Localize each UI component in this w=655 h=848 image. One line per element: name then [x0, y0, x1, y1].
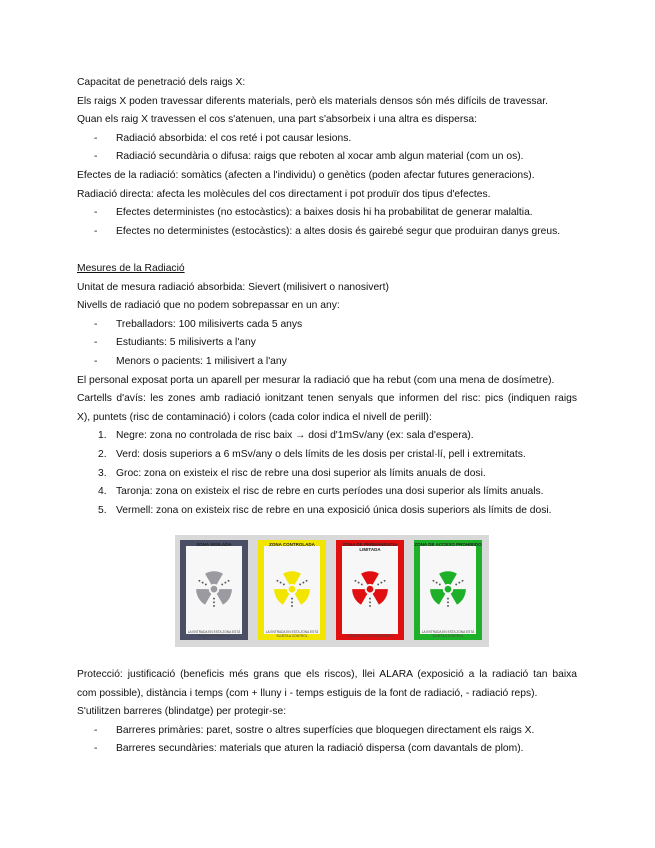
contamination-dot [377, 583, 379, 585]
paragraph: Protecció: justificació (beneficis més grans que els riscos), llei ALARA (exposició a la radiació tan baixa [77, 669, 577, 680]
contamination-dot [224, 582, 226, 584]
section-heading: Mesures de la Radiació [77, 263, 185, 274]
sign-green [414, 540, 482, 640]
list-item: - Radiació absorbida: el cos reté i pot causar lesions. [77, 130, 577, 149]
contamination-dot [369, 598, 371, 600]
contamination-dot [205, 583, 207, 585]
radiation-trefoil-icon [271, 568, 313, 610]
contamination-dot [202, 582, 204, 584]
contamination-dot [369, 601, 371, 603]
bullet-marker: - [94, 743, 98, 755]
sign-yellow [258, 540, 326, 640]
sign-header: ZONA CONTROLADA [269, 542, 315, 547]
section-penetration [77, 74, 577, 241]
list-item: - Treballadors: 100 milisiverts cada 5 anys [77, 316, 577, 335]
contamination-dot [458, 582, 460, 584]
section-title: Capacitat de penetració dels raigs X: [77, 77, 246, 88]
list-item: - Radiació secundària o difusa: raigs que reboten al xocar amb algun material (com un os). [77, 148, 577, 167]
contamination-dot [361, 583, 363, 585]
trefoil-center [211, 586, 218, 593]
section-protection [77, 666, 577, 759]
contamination-dot [462, 580, 464, 582]
bullet-marker: - [94, 151, 98, 163]
trefoil-blade [430, 589, 445, 604]
contamination-dot [213, 605, 215, 607]
contamination-dot [455, 583, 457, 585]
numbered-item: 3. Groc: zona on existeix el risc de rebre una dosi superior als límits anuals de dosi. [98, 467, 486, 479]
contamination-dot [380, 582, 382, 584]
sign-header: ZONA DE PERMANENCIA LIMITADA [342, 542, 398, 552]
trefoil-blade [439, 571, 457, 584]
list-item: - Menors o pacients: 1 milisivert a l'any [77, 353, 577, 372]
paragraph: El personal exposat porta un aparell per mesurar la radiació que ha rebut (com una mena de dosímetre). [77, 374, 555, 386]
list-item: - Barreres primàries: paret, sostre o altres superfícies que bloquegen directament els raigs X. [77, 722, 577, 741]
paragraph: X), puntets (risc de contaminació) i colors (cada color indica el nivell de perill): [77, 411, 432, 423]
radiation-trefoil-icon [193, 568, 235, 610]
contamination-dot [369, 605, 371, 607]
section-measures [77, 260, 577, 520]
numbered-item: 5. Vermell: zona on existeix risc de rebre en una exposició única dosis superiors als límits de dosi. [98, 504, 552, 516]
radiation-trefoil-icon [427, 568, 469, 610]
paragraph: S'utilitzen barreres (blindatge) per protegir-se: [77, 706, 287, 718]
bullet-marker: - [94, 355, 98, 367]
paragraph: Unitat de mesura radiació absorbida: Sievert (milisivert o nanosivert) [77, 281, 389, 293]
numbered-item: 1. Negre: zona no controlada de risc baix → dosi d'1mSv/any (ex: sala d'espera). [98, 430, 474, 442]
contamination-dot [291, 601, 293, 603]
contamination-dot [358, 582, 360, 584]
radiation-trefoil-icon [349, 568, 391, 610]
trefoil-blade [352, 589, 367, 604]
paragraph: Els raigs X poden travessar diferents materials, però els materials densos són més difícils de travessar. [77, 95, 549, 107]
paragraph: Radiació directa: afecta les molècules del cos directament i pot produïr dos tipus d'efectes. [77, 188, 491, 200]
numbered-item: 4. Taronja: zona on existeix el risc de rebre en curts períodes una dosi superior als límits anuals. [98, 486, 544, 498]
trefoil-blade [205, 571, 223, 584]
contamination-dot [436, 582, 438, 584]
numbered-item: 2. Verd: dosis superiors a 6 mSv/any o dels límits de les dosis per cristal·lí, pell i extremitats. [98, 448, 526, 460]
contamination-dot [302, 582, 304, 584]
bullet-marker: - [94, 337, 98, 349]
bullet-marker: - [94, 225, 98, 237]
bullet-marker: - [94, 318, 98, 330]
list-item: - Efectes no deterministes (estocàstics): a altes dosis és gairebé segur que produiran danys greus. [77, 223, 577, 242]
contamination-dot [447, 605, 449, 607]
contamination-dot [291, 605, 293, 607]
trefoil-center [289, 586, 296, 593]
sign-footer: ZONA DE ACCESO PROHIBIDO [346, 634, 394, 638]
contamination-dot [221, 583, 223, 585]
trefoil-blade [217, 589, 232, 604]
contamination-dot [199, 580, 201, 582]
contamination-dot [299, 583, 301, 585]
contamination-dot [277, 580, 279, 582]
bullet-marker: - [94, 207, 98, 219]
contamination-dot [433, 580, 435, 582]
sign-gray [180, 540, 248, 640]
trefoil-blade [361, 571, 379, 584]
list-item: - Estudiants: 5 milisiverts a l'any [77, 334, 577, 353]
contamination-dot [447, 601, 449, 603]
sign-header: ZONA VIGILADA [196, 542, 232, 547]
trefoil-blade [196, 589, 211, 604]
contamination-dot [213, 601, 215, 603]
contamination-dot [447, 598, 449, 600]
list-item: - Barreres secundàries: materials que aturen la radiació dispersa (com davantals de plom). [77, 740, 577, 759]
trefoil-blade [295, 589, 310, 604]
sign-header: ZONA DE ACCESO PROHIBIDO [414, 542, 482, 547]
sign-footer: LA ENTRADA EN ESTA ZONA ESTÁ SUJETA A CONTROL [187, 630, 241, 638]
contamination-dot [213, 598, 215, 600]
paragraph: Cartells d'avís: les zones amb radiació ionitzant tenen senyals que informen del risc: pics (indiquen raigs [77, 393, 577, 405]
paragraph: Quan els raig X travessen el cos s'atenuen, una part s'absorbeix i una altra es dispersa: [77, 114, 478, 126]
contamination-dot [283, 583, 285, 585]
paragraph: Efectes de la radiació: somàtics (afecten a l'individu) o genètics (poden afectar futures generacions). [77, 169, 535, 181]
trefoil-blade [373, 589, 388, 604]
contamination-dot [439, 583, 441, 585]
trefoil-blade [451, 589, 466, 604]
contamination-dot [355, 580, 357, 582]
sign-red [336, 540, 404, 640]
bullet-marker: - [94, 132, 98, 144]
contamination-dot [291, 598, 293, 600]
trefoil-center [445, 586, 452, 593]
sign-footer: LA ENTRADA EN ESTA ZONA ESTÁ SUJETA A CONTROL [421, 630, 475, 638]
paragraph: com possible), distància i temps (com + lluny i - temps estiguis de la font de radiació, - radiació reps). [77, 687, 538, 699]
radiation-warning-signs [175, 535, 489, 647]
bullet-marker: - [94, 724, 98, 736]
contamination-dot [228, 580, 230, 582]
sign-footer: LA ENTRADA EN ESTA ZONA ESTÁ SUJETA A CONTROL [265, 630, 319, 638]
trefoil-center [367, 586, 374, 593]
contamination-dot [306, 580, 308, 582]
contamination-dot [384, 580, 386, 582]
trefoil-blade [283, 571, 301, 584]
contamination-dot [280, 582, 282, 584]
list-item: - Efectes deterministes (no estocàstics): a baixes dosis hi ha probabilitat de generar malaltia. [77, 204, 577, 223]
paragraph: Nivells de radiació que no podem sobrepassar en un any: [77, 300, 340, 312]
trefoil-blade [274, 589, 289, 604]
